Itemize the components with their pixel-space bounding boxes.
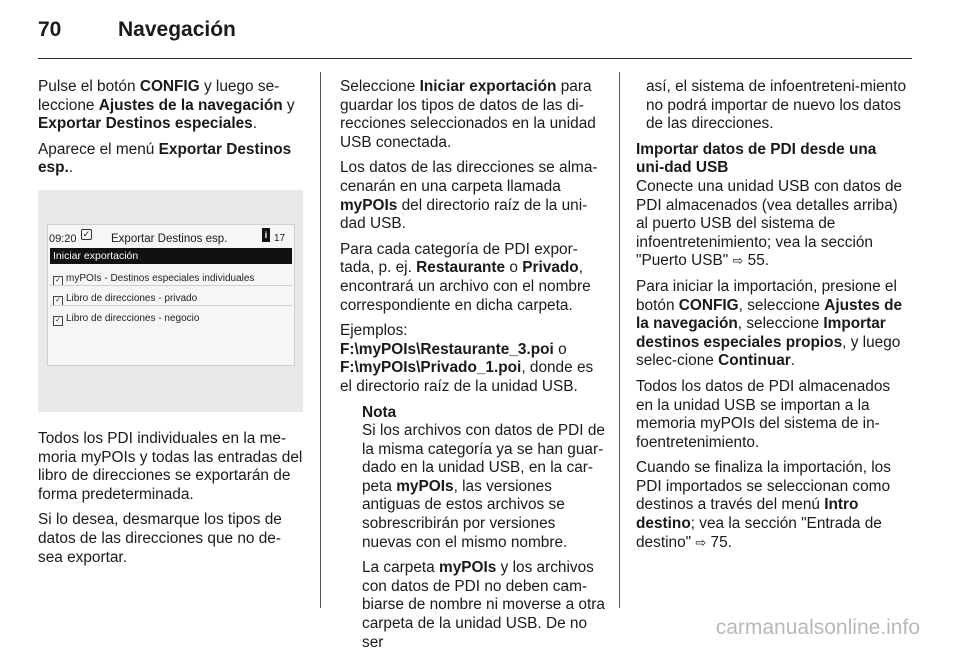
column-1: [38, 78, 304, 574]
column-divider-1: [320, 72, 321, 608]
paragraph: Todos los datos de PDI almacenados en la unidad USB se importan a la memoria myPOIs del sistema de in-foentretenimiento.: [636, 377, 891, 451]
note-block: [362, 404, 606, 653]
screen-list-item[interactable]: ✓ Libro de direcciones - privado: [53, 290, 197, 309]
paragraph: Los datos de las direcciones se alma-cenarán en una carpeta llamada myPOIs del directorio raíz de la uni-dad USB.: [340, 159, 598, 233]
page-header: [38, 14, 912, 50]
checkbox-icon: ✓: [53, 276, 63, 286]
screen-divider: [50, 305, 292, 306]
page-number: 70: [38, 18, 62, 41]
screen-list-item[interactable]: ✓ Libro de direcciones - negocio: [53, 310, 199, 329]
paragraph: Pulse el botón CONFIG y luego se-leccione Ajustes de la navegación y Exportar Destinos especiales.: [38, 78, 295, 133]
page-ref-arrow-icon: ⇨: [695, 534, 707, 550]
screen-time: 09:20: [49, 232, 77, 245]
paragraph: Todos los PDI individuales en la me-moria myPOIs y todas las entradas del libro de direcciones se exportarán de forma predeterminada.: [38, 429, 303, 503]
start-export-item[interactable]: Iniciar exportación: [50, 248, 292, 264]
paragraph: Ejemplos: F:\myPOIs\Restaurante_3.poi o F:\myPOIs\Privado_1.poi, donde es el directorio raíz de la unidad USB.: [340, 322, 594, 395]
screen-title: Exportar Destinos esp.: [111, 232, 228, 245]
paragraph: Seleccione Iniciar exportación para guardar los tipos de datos de las di-recciones seleccionados en la unidad USB conectada.: [340, 78, 596, 151]
screen-temperature: 17: [274, 232, 286, 244]
paragraph: así, el sistema de infoentreteni-miento no podrá importar de nuevo los datos de las direcciones.: [646, 78, 907, 133]
paragraph: Si los archivos con datos de PDI de la misma categoría ya se han guar-dado en la unidad USB, en la car-peta myPOIs, las versiones antiguas de estos archivos se sobrescribirán por versiones nuevas con el mismo nombre.: [362, 422, 605, 551]
info-icon: i: [262, 228, 270, 242]
page-title: Navegación: [118, 18, 236, 41]
checkbox-icon: ✓: [53, 296, 63, 306]
paragraph: Para cada categoría de PDI expor-tada, p. ej. Restaurante o Privado, encontrará un archivo con el nombre correspondiente en dicha carpeta.: [340, 240, 591, 314]
checkbox-icon: ✓: [53, 316, 63, 326]
paragraph: Para iniciar la importación, presione el botón CONFIG, seleccione Ajustes de la navegación, seleccione Importar destinos especiales propios, y luego selec-cione Continuar.: [636, 277, 903, 370]
screen-illustration: [38, 190, 303, 412]
column-divider-2: [619, 72, 620, 608]
paragraph: Conecte una unidad USB con datos de PDI almacenados (vea detalles arriba) al puerto USB del sistema de infoentretenimiento; vea la sección "Puerto USB" ⇨ 55.: [636, 177, 903, 270]
column-3: [636, 78, 908, 559]
check-icon: ✓: [82, 228, 91, 239]
watermark: carmanualsonline.info: [715, 616, 920, 639]
paragraph: Cuando se finaliza la importación, los PDI importados se seleccionan como destinos a través del menú Intro destino; vea la sección "Entrada de destino" ⇨ 75.: [636, 459, 891, 551]
note-title: Nota: [362, 403, 397, 421]
paragraph: La carpeta myPOIs y los archivos con datos de PDI no deben cam-biarse de nombre ni moverse a otra carpeta de la unidad USB. De no ser: [362, 559, 605, 651]
column-2: [340, 78, 606, 659]
paragraph: Si lo desea, desmarque los tipos de datos de las direcciones que no de-sea exportar.: [38, 511, 282, 566]
page-ref-arrow-icon: ⇨: [732, 253, 744, 269]
screen-status-bar: [47, 226, 295, 246]
paragraph: Aparece el menú Exportar Destinos esp..: [38, 140, 292, 177]
screen-divider: [50, 285, 292, 286]
section-heading: Importar datos de PDI desde una uni-dad USB: [636, 140, 877, 177]
screen-list-item[interactable]: ✓ myPOIs - Destinos especiales individuales: [53, 270, 254, 289]
header-rule: [38, 58, 912, 59]
